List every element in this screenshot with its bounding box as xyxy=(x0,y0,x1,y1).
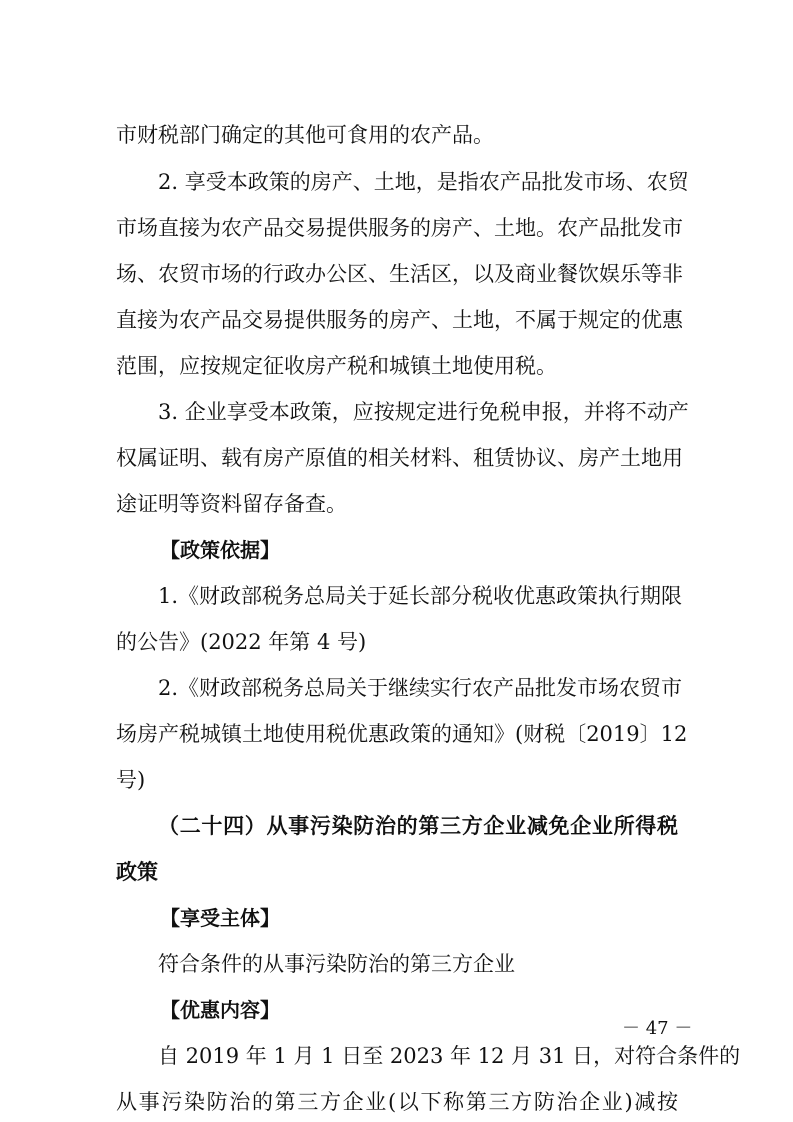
section-title: （二十四）从事污染防治的第三方企业减免企业所得税 xyxy=(158,814,678,838)
paragraph-line: 1.《财政部税务总局关于延长部分税收优惠政策执行期限 xyxy=(158,584,683,608)
paragraph-line: 场、农贸市场的行政办公区、生活区，以及商业餐饮娱乐等非 xyxy=(116,262,683,286)
paragraph-line: 从事污染防治的第三方企业(以下称第三方防治企业)减按 xyxy=(116,1090,678,1114)
paragraph-line: 直接为农产品交易提供服务的房产、土地，不属于规定的优惠 xyxy=(116,308,683,332)
paragraph-line: 范围，应按规定征收房产税和城镇土地使用税。 xyxy=(116,354,557,378)
paragraph-line: 3. 企业享受本政策，应按规定进行免税申报，并将不动产 xyxy=(158,400,689,424)
paragraph-line: 号) xyxy=(116,768,146,792)
section-heading-eligible-subject: 【享受主体】 xyxy=(160,906,280,930)
paragraph-line: 权属证明、载有房产原值的相关材料、租赁协议、房产土地用 xyxy=(116,446,683,470)
paragraph-line: 符合条件的从事污染防治的第三方企业 xyxy=(158,952,515,976)
paragraph-line: 的公告》(2022 年第 4 号) xyxy=(116,630,367,654)
paragraph-line: 市财税部门确定的其他可食用的农产品。 xyxy=(116,123,494,147)
section-heading-policy-basis: 【政策依据】 xyxy=(160,538,280,562)
paragraph-line: 自 2019 年 1 月 1 日至 2023 年 12 月 31 日，对符合条件的 xyxy=(158,1044,741,1068)
section-heading-preferential-content: 【优惠内容】 xyxy=(160,998,280,1022)
paragraph-line: 2.《财政部税务总局关于继续实行农产品批发市场农贸市 xyxy=(158,676,683,700)
paragraph-line: 途证明等资料留存备查。 xyxy=(116,492,347,516)
paragraph-line: 场房产税城镇土地使用税优惠政策的通知》(财税〔2019〕12 xyxy=(116,722,688,746)
paragraph-line: 2. 享受本政策的房产、土地，是指农产品批发市场、农贸 xyxy=(158,170,689,194)
paragraph-line: 市场直接为农产品交易提供服务的房产、土地。农产品批发市 xyxy=(116,216,683,240)
section-title-continued: 政策 xyxy=(116,860,158,884)
page-number: － 47 － xyxy=(622,1018,693,1039)
